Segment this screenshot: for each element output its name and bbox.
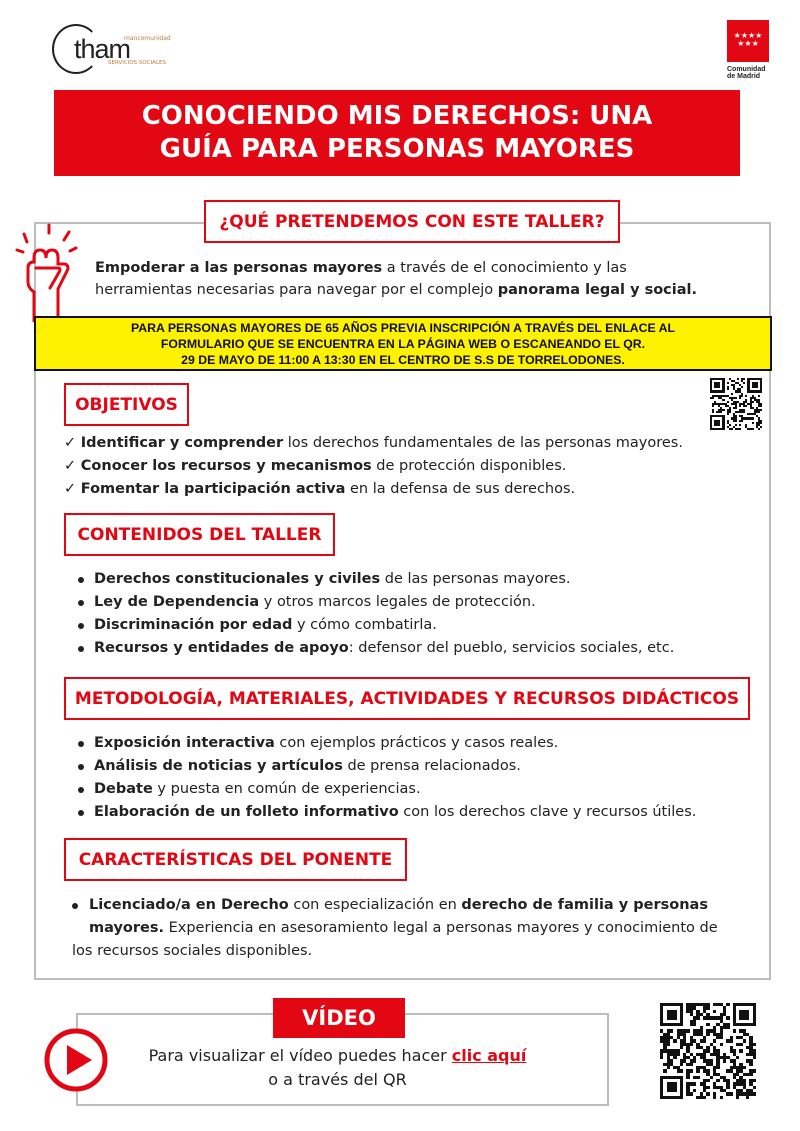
list-item: ✓ Conocer los recursos y mecanismos de protección disponibles. <box>64 458 567 474</box>
page-title: CONOCIENDO MIS DERECHOS: UNA GUÍA PARA PERSONAS MAYORES <box>54 90 740 176</box>
objetivos-list <box>64 432 683 501</box>
contenidos-list <box>78 568 674 660</box>
comunidad-madrid-logo: ★★★★ ★★★ Comunidad de Madrid <box>727 20 773 80</box>
list-item: Elaboración de un folleto informativo con los derechos clave y recursos útiles. <box>78 801 696 824</box>
list-item: ✓ Identificar y comprender los derechos fundamentales de las personas mayores. <box>64 435 683 451</box>
list-item: Ley de Dependencia y otros marcos legales de protección. <box>78 591 674 614</box>
section-heading-ponente: CARACTERÍSTICAS DEL PONENTE <box>64 838 407 881</box>
check-icon: ✓ <box>64 481 81 497</box>
check-icon: ✓ <box>64 458 81 474</box>
section-heading-metodologia: METODOLOGÍA, MATERIALES, ACTIVIDADES Y RECURSOS DIDÁCTICOS <box>64 677 750 720</box>
qr-code-video[interactable] <box>660 1003 756 1099</box>
registration-notice: PARA PERSONAS MAYORES DE 65 AÑOS PREVIA INSCRIPCIÓN A TRAVÉS DEL ENLACE AL FORMULARIO QUE SE ENCUENTRA EN LA PÁGINA WEB O ESCANEANDO EL QR. 29 DE MAYO DE 11:00 A 13:30 EN EL CENTRO DE S.S DE TORRELODONES. <box>34 316 772 371</box>
video-text: Para visualizar el vídeo puedes hacer clic aquí o a través del QR <box>148 1046 527 1089</box>
fist-icon <box>14 222 86 322</box>
list-item: Debate y puesta en común de experiencias. <box>78 778 696 801</box>
list-item: Recursos y entidades de apoyo: defensor del pueblo, servicios sociales, etc. <box>78 637 674 660</box>
section-heading-intro: ¿QUÉ PRETENDEMOS CON ESTE TALLER? <box>204 200 620 243</box>
intro-text: Empoderar a las personas mayores a través de el conocimiento y las herramientas necesarias para navegar por el complejo panorama legal y social. <box>95 260 697 298</box>
metodologia-list <box>78 732 696 824</box>
tham-logo: mancomunidad tham SERVICIOS SOCIALES <box>52 22 162 78</box>
list-item: ✓ Fomentar la participación activa en la defensa de sus derechos. <box>64 481 576 497</box>
ponente-text: Licenciado/a en Derecho con especialización en derecho de familia y personas mayores. Experiencia en asesoramiento legal a personas mayores y conocimiento de los recursos sociales disponibles. <box>72 894 718 963</box>
section-heading-objetivos: OBJETIVOS <box>64 383 189 426</box>
list-item: Derechos constitucionales y civiles de las personas mayores. <box>78 568 674 591</box>
play-icon[interactable] <box>43 1027 109 1093</box>
list-item: Análisis de noticias y artículos de prensa relacionados. <box>78 755 696 778</box>
check-icon: ✓ <box>64 435 81 451</box>
video-label: VÍDEO <box>273 998 405 1038</box>
stars-icon: ★★★★ ★★★ <box>727 20 769 62</box>
section-heading-contenidos: CONTENIDOS DEL TALLER <box>64 513 335 556</box>
video-link[interactable]: clic aquí <box>451 1046 527 1065</box>
qr-code-registration[interactable] <box>710 378 762 430</box>
list-item: Exposición interactiva con ejemplos prácticos y casos reales. <box>78 732 696 755</box>
list-item: Discriminación por edad y cómo combatirla. <box>78 614 674 637</box>
